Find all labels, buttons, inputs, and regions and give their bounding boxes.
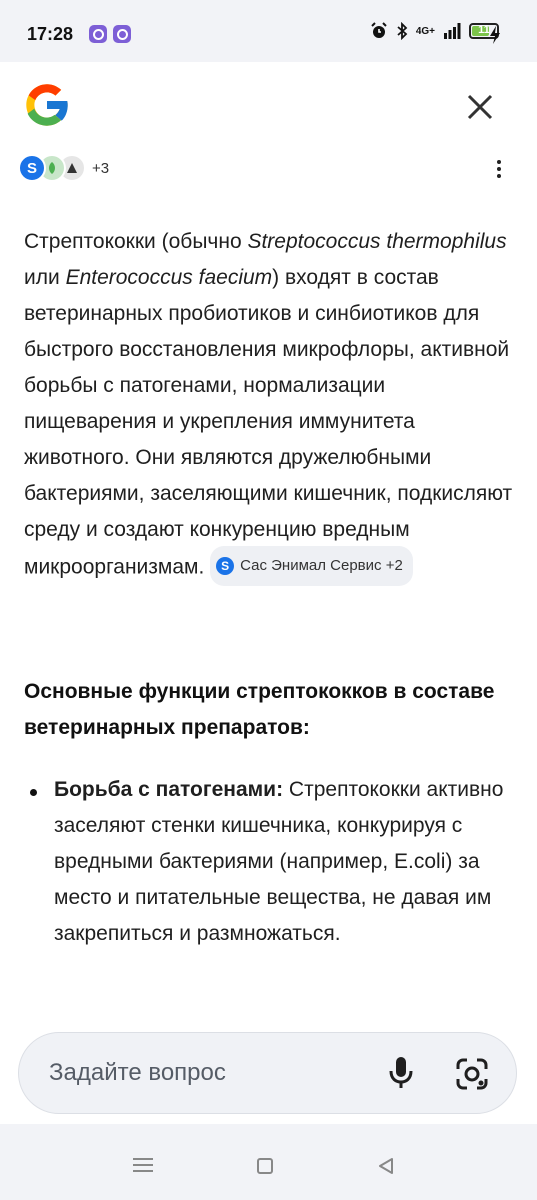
battery-level: 11 (478, 24, 490, 36)
close-icon[interactable] (462, 89, 498, 125)
source-avatars[interactable] (18, 152, 109, 184)
google-logo (20, 78, 74, 132)
status-bar (0, 0, 537, 62)
more-vert-icon[interactable] (493, 158, 505, 182)
ask-input[interactable] (18, 1032, 517, 1114)
recent-apps-icon[interactable] (133, 1158, 153, 1172)
viber-icon (89, 25, 107, 43)
section-heading: Основные функции стрептококков в составе ветеринарных препаратов: (24, 680, 495, 739)
source-logo-icon: S (216, 557, 234, 575)
alarm-icon (370, 22, 388, 40)
bullet-text: Стрептококки активно заселяют стенки кишечника, конкурируя с вредными бактериями (например, E.coli) за место и питательные вещества, не давая им закрепиться и размножаться. (54, 778, 504, 945)
system-nav-bar (0, 1124, 537, 1200)
status-time: 17:28 (27, 24, 74, 44)
list-item (54, 772, 514, 952)
ai-answer-panel (0, 62, 537, 1124)
source-chip-label: Сас Энимал Сервис +2 (240, 557, 403, 574)
ask-placeholder: Задайте вопрос (49, 1059, 226, 1086)
viber-icon (113, 25, 131, 43)
google-lens-icon[interactable] (455, 1057, 489, 1091)
back-icon[interactable] (376, 1156, 396, 1176)
bullet-dot (30, 789, 37, 796)
charging-icon (489, 26, 501, 44)
bullet-title: Борьба с патогенами: (54, 778, 284, 801)
source-chip[interactable] (210, 546, 413, 586)
status-icons (370, 22, 499, 40)
network-label: 4G+ (415, 25, 435, 37)
microphone-icon[interactable] (387, 1055, 415, 1091)
source-avatar-icon: S (18, 154, 46, 182)
answer-paragraph: Стрептококки (обычно Streptococcus thermophilus или Enterococcus faecium) входят в состав ветеринарных пробиотиков и синбиотиков для быстрого восстановления микрофлоры, активной борьбы с патогенами, нормализации пищеварения и укрепления иммунитета животного. Они являются дружелюбными бактериями, заселяющими кишечник, подкисляют среду и создают конкуренцию вредным микроорганизмам. S Сас Энимал Сервис +2 (24, 224, 519, 588)
sources-more-count: +3 (92, 159, 110, 177)
signal-icon (443, 23, 461, 39)
home-icon[interactable] (257, 1158, 273, 1174)
bluetooth-icon (396, 22, 408, 40)
